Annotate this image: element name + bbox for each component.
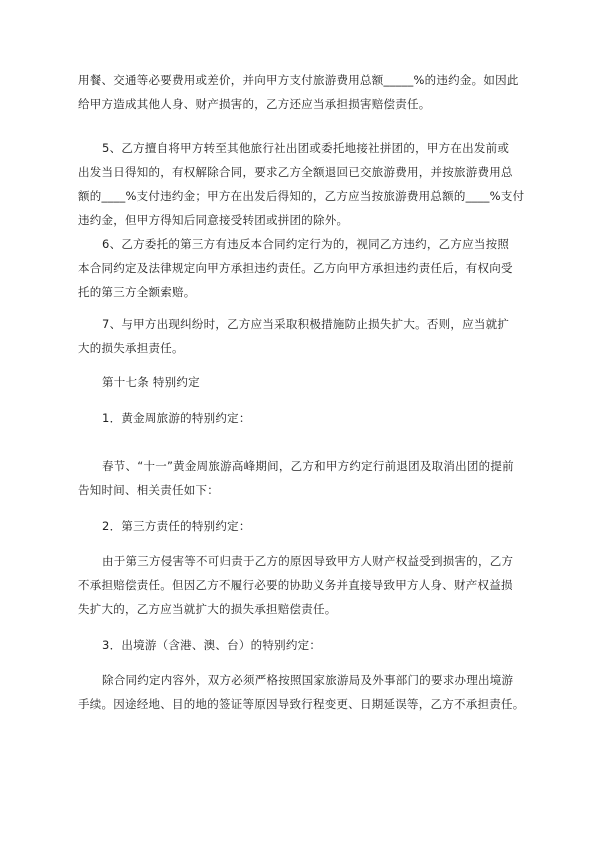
section-body-golden-week bbox=[78, 454, 520, 502]
text-line: 手续。因途经地、目的地的签证等原因导致行程变更、日期延误等，乙方不承担责任。 bbox=[78, 697, 525, 711]
text-line: 不承担赔偿责任。但因乙方不履行必要的协助义务并直接导致甲方人身、财产权益损 bbox=[78, 578, 513, 592]
section-body-third-party bbox=[78, 549, 520, 621]
text-line: 违约金，但甲方得知后同意接受转团或拼团的除外。 bbox=[78, 213, 349, 227]
text-line: 给甲方造成其他人身、财产损害的，乙方还应当承担损害赔偿责任。 bbox=[78, 97, 431, 111]
text-line: 失扩大的，乙方应当就扩大的损失承担赔偿责任。 bbox=[78, 602, 337, 616]
text-line: 5、乙方擅自将甲方转至其他旅行社出团或委托地接社拼团的，甲方在出发前或 bbox=[102, 141, 510, 155]
section-title-outbound: 3．出境游（含港、澳、台）的特别约定： bbox=[102, 638, 322, 652]
text-line: 告知时间、相关责任如下： bbox=[78, 483, 219, 497]
text-line: 用餐、交通等必要费用或差价，并向甲方支付旅游费用总额_____%的违约金。如因此 bbox=[78, 73, 519, 87]
paragraph-penalty-continued bbox=[78, 68, 520, 116]
text-line: 除合同约定内容外，双方必须严格按照国家旅游局及外事部门的要求办理出境游 bbox=[102, 673, 514, 687]
text-line: 出发当日得知的，有权解除合同，要求乙方全额退回已交旅游费用，并按旅游费用总 bbox=[78, 165, 513, 179]
text-line: 大的损失承担责任。 bbox=[78, 341, 184, 355]
text-line: 本合同约定及法律规定向甲方承担违约责任。乙方向甲方承担违约责任后，有权向受 bbox=[78, 261, 513, 275]
section-title-golden-week: 1．黄金周旅游的特别约定： bbox=[102, 411, 251, 425]
section-title-third-party: 2．第三方责任的特别约定： bbox=[102, 519, 251, 533]
paragraph-clause-5 bbox=[78, 136, 525, 232]
text-line: 6、乙方委托的第三方有违反本合同约定行为的，视同乙方违约，乙方应当按照 bbox=[102, 237, 510, 251]
text-line: 7、与甲方出现纠纷时，乙方应当采取积极措施防止损失扩大。否则，应当就扩 bbox=[102, 317, 510, 331]
section-body-outbound bbox=[78, 668, 525, 716]
text-line: 托的第三方全额索赔。 bbox=[78, 285, 196, 299]
paragraph-clause-6 bbox=[78, 232, 520, 304]
text-line: 春节、“十一”黄金周旅游高峰期间，乙方和甲方约定行前退团及取消出团的提前 bbox=[102, 459, 514, 473]
text-line: 由于第三方侵害等不可归责于乙方的原因导致甲方人财产权益受到损害的，乙方 bbox=[102, 554, 514, 568]
article-heading: 第十七条 特别约定 bbox=[102, 375, 200, 389]
paragraph-clause-7 bbox=[78, 312, 520, 360]
text-line: 额的____%支付违约金；甲方在出发后得知的，乙方应当按旅游费用总额的____%支付 bbox=[78, 189, 525, 203]
